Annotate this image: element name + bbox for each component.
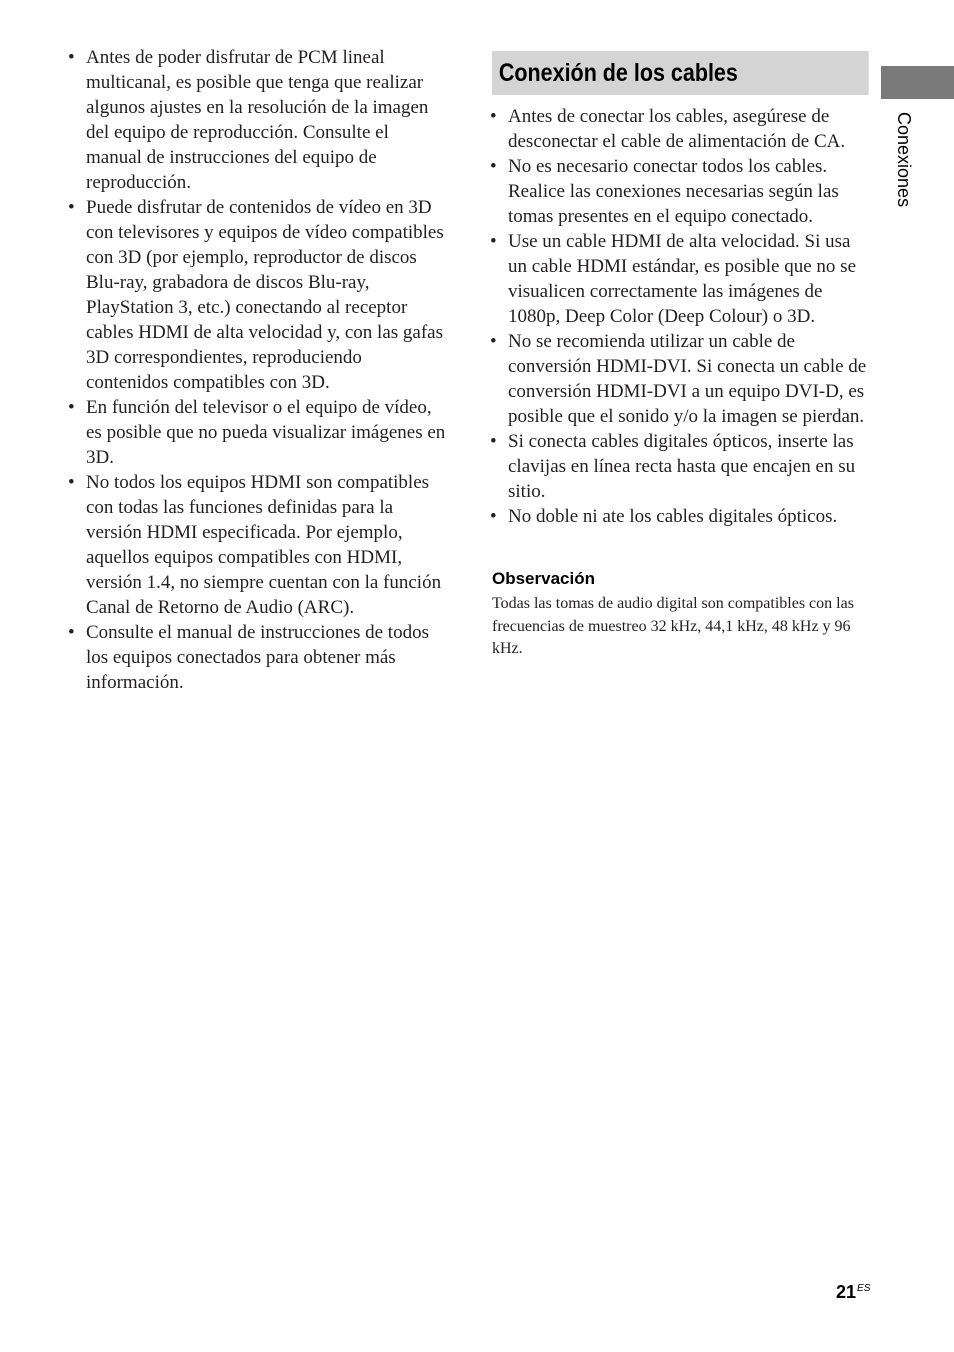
bullet-glyph: • <box>490 231 497 252</box>
bullet-glyph: • <box>68 397 75 418</box>
page-number <box>836 1282 870 1303</box>
list-item <box>488 329 872 429</box>
bullet-glyph: • <box>490 331 497 352</box>
page-number-value: 21 <box>836 1282 857 1302</box>
bullet-glyph: • <box>490 431 497 452</box>
list-item <box>66 620 448 695</box>
list-item-text: Antes de conectar los cables, asegúrese de desconectar el cable de alimentación de CA. <box>508 106 846 152</box>
language-code: ES <box>857 1283 871 1294</box>
right-column <box>488 104 872 529</box>
list-item <box>66 395 448 470</box>
list-item-text: No todos los equipos HDMI son compatibles con todas las funciones definidas para la versión HDMI especificada. Por ejemplo, aquellos equipos compatibles con HDMI, versión 1.4, no siempre cuentan con la función Canal de Retorno de Audio (ARC). <box>86 472 442 618</box>
bullet-glyph: • <box>490 106 497 127</box>
list-item-text: Antes de poder disfrutar de PCM lineal multicanal, es posible que tenga que realizar algunos ajustes en la resolución de la imagen del equipo de reproducción. Consulte el manual de instrucciones del equipo de reproducción. <box>86 47 429 193</box>
list-item <box>66 470 448 620</box>
list-item-text: Si conecta cables digitales ópticos, inserte las clavijas en línea recta hasta que encajen en su sitio. <box>508 431 856 502</box>
bullet-glyph: • <box>490 506 497 527</box>
list-item-text: No es necesario conectar todos los cables. Realice las conexiones necesarias según las tomas presentes en el equipo conectado. <box>508 156 839 227</box>
list-item-text: Puede disfrutar de contenidos de vídeo en 3D con televisores y equipos de vídeo compatibles con 3D (por ejemplo, reproductor de discos Blu-ray, grabadora de discos Blu-ray, PlayStation 3, etc.) conectando al receptor cables HDMI de alta velocidad y, con las gafas 3D correspondientes, reproduciendo contenidos compatibles con 3D. <box>86 197 444 393</box>
bullet-glyph: • <box>68 197 75 218</box>
list-item <box>488 504 872 529</box>
list-item-text: No se recomienda utilizar un cable de conversión HDMI-DVI. Si conecta un cable de conversión HDMI-DVI a un equipo DVI-D, es posible que el sonido y/o la imagen se pierdan. <box>508 331 867 427</box>
right-bullet-list <box>488 104 872 529</box>
list-item-text: En función del televisor o el equipo de vídeo, es posible que no pueda visualizar imágenes en 3D. <box>86 397 446 468</box>
list-item <box>488 104 872 154</box>
note-text: Todas las tomas de audio digital son compatibles con las frecuencias de muestreo 32 kHz, 44,1 kHz, 48 kHz y 96 kHz. <box>492 595 854 657</box>
section-heading: Conexión de los cables <box>492 51 869 95</box>
list-item <box>66 45 448 195</box>
chapter-tab <box>881 66 954 99</box>
list-item-text: Consulte el manual de instrucciones de todos los equipos conectados para obtener más información. <box>86 622 429 693</box>
left-column <box>66 45 448 695</box>
list-item <box>488 154 872 229</box>
left-bullet-list <box>66 45 448 695</box>
list-item <box>66 195 448 395</box>
list-item <box>488 429 872 504</box>
list-item-text: Use un cable HDMI de alta velocidad. Si usa un cable HDMI estándar, es posible que no se visualicen correctamente las imágenes de 1080p, Deep Color (Deep Colour) o 3D. <box>508 231 857 327</box>
bullet-glyph: • <box>68 622 75 643</box>
note-title: Observación <box>492 569 595 588</box>
bullet-glyph: • <box>68 472 75 493</box>
bullet-glyph: • <box>490 156 497 177</box>
chapter-label: Conexiones <box>894 112 914 208</box>
list-item-text: No doble ni ate los cables digitales ópticos. <box>508 506 838 527</box>
list-item <box>488 229 872 329</box>
bullet-glyph: • <box>68 47 75 68</box>
